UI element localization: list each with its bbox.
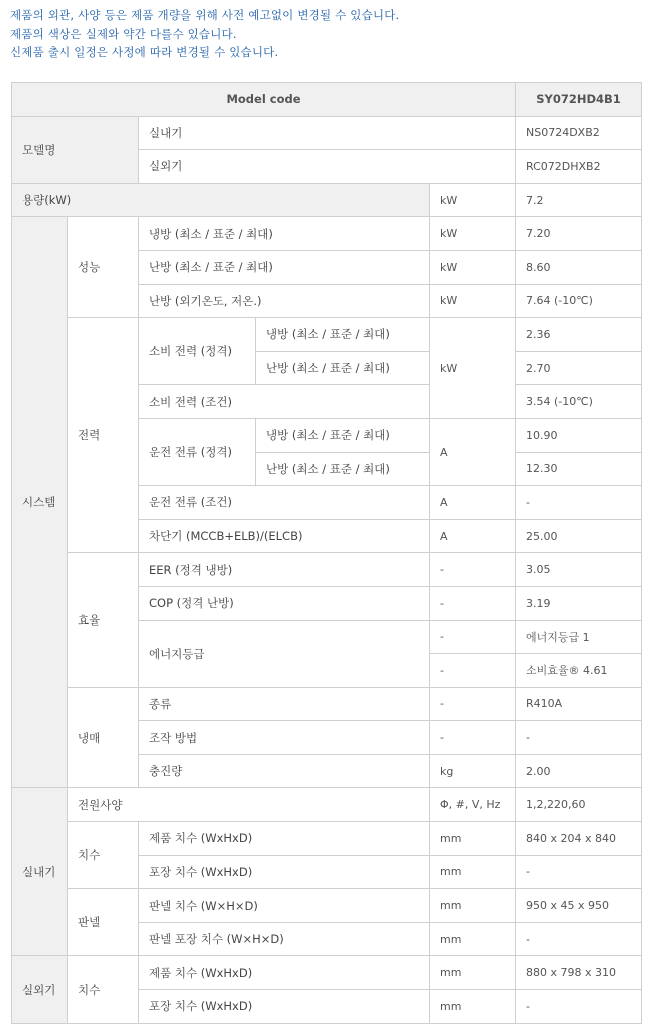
panel-group-label: 판넬	[68, 889, 139, 956]
running-current-unit: A	[430, 418, 516, 485]
model-name-label: 모델명	[12, 116, 139, 183]
outdoor-product-dim-label: 제품 치수 (WxHxD)	[139, 956, 430, 990]
outdoor-group-label: 실외기	[12, 956, 68, 1023]
table-header-row	[12, 83, 642, 117]
power-spec-unit: Φ, #, V, Hz	[430, 788, 516, 822]
indoor-product-dim-unit: mm	[430, 822, 516, 856]
panel-dim-label: 판넬 치수 (W×H×D)	[139, 889, 430, 923]
indoor-model-value: NS0724DXB2	[516, 116, 642, 150]
running-current-cool-value: 10.90	[516, 418, 642, 452]
indoor-package-dim-value: -	[516, 855, 642, 889]
system-group-label: 시스템	[12, 217, 68, 788]
refrigerant-type-label: 종류	[139, 687, 430, 721]
table-row	[12, 788, 642, 822]
table-row	[12, 318, 642, 352]
panel-package-dim-unit: mm	[430, 922, 516, 956]
outdoor-package-dim-unit: mm	[430, 990, 516, 1024]
energy-grade-label: 에너지등급	[139, 620, 430, 687]
heating-capacity-value: 8.60	[516, 250, 642, 284]
notice-appearance: 제품의 외관, 사양 등은 제품 개량을 위해 사전 예고없이 변경될 수 있습니다.	[10, 8, 400, 22]
control-method-label: 조작 방법	[139, 721, 430, 755]
control-method-unit: -	[430, 721, 516, 755]
control-method-value: -	[516, 721, 642, 755]
outdoor-product-dim-value: 880 x 798 x 310	[516, 956, 642, 990]
table-row	[12, 956, 642, 990]
spec-table	[11, 82, 642, 1024]
cop-value: 3.19	[516, 586, 642, 620]
table-row	[12, 116, 642, 150]
power-consumption-unit: kW	[430, 318, 516, 419]
cooling-capacity-value: 7.20	[516, 217, 642, 251]
heating-low-temp-label: 난방 (외기온도, 저온.)	[139, 284, 430, 318]
table-row	[12, 889, 642, 923]
cop-unit: -	[430, 586, 516, 620]
performance-group-label: 성능	[68, 217, 139, 318]
heating-low-temp-unit: kW	[430, 284, 516, 318]
energy-efficiency-value: 소비효율® 4.61	[516, 654, 642, 688]
charge-amount-label: 충진량	[139, 754, 430, 788]
model-code-header: Model code	[12, 83, 516, 117]
power-consumption-cool-value: 2.36	[516, 318, 642, 352]
notice-release: 신제품 출시 일정은 사정에 따라 변경될 수 있습니다.	[10, 45, 279, 59]
cop-label: COP (정격 난방)	[139, 586, 430, 620]
heating-capacity-label: 난방 (최소 / 표준 / 최대)	[139, 250, 430, 284]
running-current-cond-value: -	[516, 486, 642, 520]
breaker-unit: A	[430, 519, 516, 553]
power-consumption-rated-label: 소비 전력 (정격)	[139, 318, 256, 385]
power-group-label: 전력	[68, 318, 139, 553]
indoor-dimension-group-label: 치수	[68, 822, 139, 889]
breaker-label: 차단기 (MCCB+ELB)/(ELCB)	[139, 519, 430, 553]
energy-grade-value: 에너지등급 1	[516, 620, 642, 654]
outdoor-model-value: RC072DHXB2	[516, 150, 642, 184]
power-consumption-heat-label: 난방 (최소 / 표준 / 최대)	[256, 351, 430, 385]
panel-dim-unit: mm	[430, 889, 516, 923]
running-current-cond-label: 운전 전류 (조건)	[139, 486, 430, 520]
capacity-value: 7.2	[516, 183, 642, 217]
heating-capacity-unit: kW	[430, 250, 516, 284]
panel-dim-value: 950 x 45 x 950	[516, 889, 642, 923]
running-current-heat-value: 12.30	[516, 452, 642, 486]
table-row	[12, 822, 642, 856]
charge-amount-unit: kg	[430, 754, 516, 788]
panel-package-dim-value: -	[516, 922, 642, 956]
indoor-product-dim-value: 840 x 204 x 840	[516, 822, 642, 856]
running-current-heat-label: 난방 (최소 / 표준 / 최대)	[256, 452, 430, 486]
notice-color: 제품의 색상은 실제와 약간 다를수 있습니다.	[10, 26, 237, 41]
running-current-rated-label: 운전 전류 (정격)	[139, 418, 256, 485]
power-consumption-cond-label: 소비 전력 (조건)	[139, 385, 430, 419]
power-spec-value: 1,2,220,60	[516, 788, 642, 822]
refrigerant-group-label: 냉매	[68, 687, 139, 788]
indoor-product-dim-label: 제품 치수 (WxHxD)	[139, 822, 430, 856]
model-code-value: SY072HD4B1	[516, 83, 642, 117]
notice-list	[10, 6, 399, 62]
efficiency-group-label: 효율	[68, 553, 139, 687]
outdoor-product-dim-unit: mm	[430, 956, 516, 990]
table-row	[12, 217, 642, 251]
running-current-cond-unit: A	[430, 486, 516, 520]
eer-label: EER (정격 냉방)	[139, 553, 430, 587]
cooling-capacity-unit: kW	[430, 217, 516, 251]
energy-efficiency-unit: -	[430, 654, 516, 688]
power-consumption-cool-label: 냉방 (최소 / 표준 / 최대)	[256, 318, 430, 352]
table-row	[12, 687, 642, 721]
indoor-package-dim-label: 포장 치수 (WxHxD)	[139, 855, 430, 889]
outdoor-package-dim-label: 포장 치수 (WxHxD)	[139, 990, 430, 1024]
cooling-capacity-label: 냉방 (최소 / 표준 / 최대)	[139, 217, 430, 251]
outdoor-package-dim-value: -	[516, 990, 642, 1024]
table-row	[12, 183, 642, 217]
refrigerant-type-value: R410A	[516, 687, 642, 721]
heating-low-temp-value: 7.64 (-10℃)	[516, 284, 642, 318]
energy-grade-unit: -	[430, 620, 516, 654]
capacity-label: 용량(kW)	[12, 183, 430, 217]
refrigerant-type-unit: -	[430, 687, 516, 721]
power-consumption-cond-value: 3.54 (-10℃)	[516, 385, 642, 419]
running-current-cool-label: 냉방 (최소 / 표준 / 최대)	[256, 418, 430, 452]
table-row	[12, 553, 642, 587]
eer-value: 3.05	[516, 553, 642, 587]
charge-amount-value: 2.00	[516, 754, 642, 788]
power-consumption-heat-value: 2.70	[516, 351, 642, 385]
capacity-unit: kW	[430, 183, 516, 217]
indoor-model-label: 실내기	[139, 116, 516, 150]
power-spec-label: 전원사양	[68, 788, 430, 822]
panel-package-dim-label: 판넬 포장 치수 (W×H×D)	[139, 922, 430, 956]
breaker-value: 25.00	[516, 519, 642, 553]
indoor-group-label: 실내기	[12, 788, 68, 956]
outdoor-dimension-group-label: 치수	[68, 956, 139, 1023]
eer-unit: -	[430, 553, 516, 587]
outdoor-model-label: 실외기	[139, 150, 516, 184]
indoor-package-dim-unit: mm	[430, 855, 516, 889]
